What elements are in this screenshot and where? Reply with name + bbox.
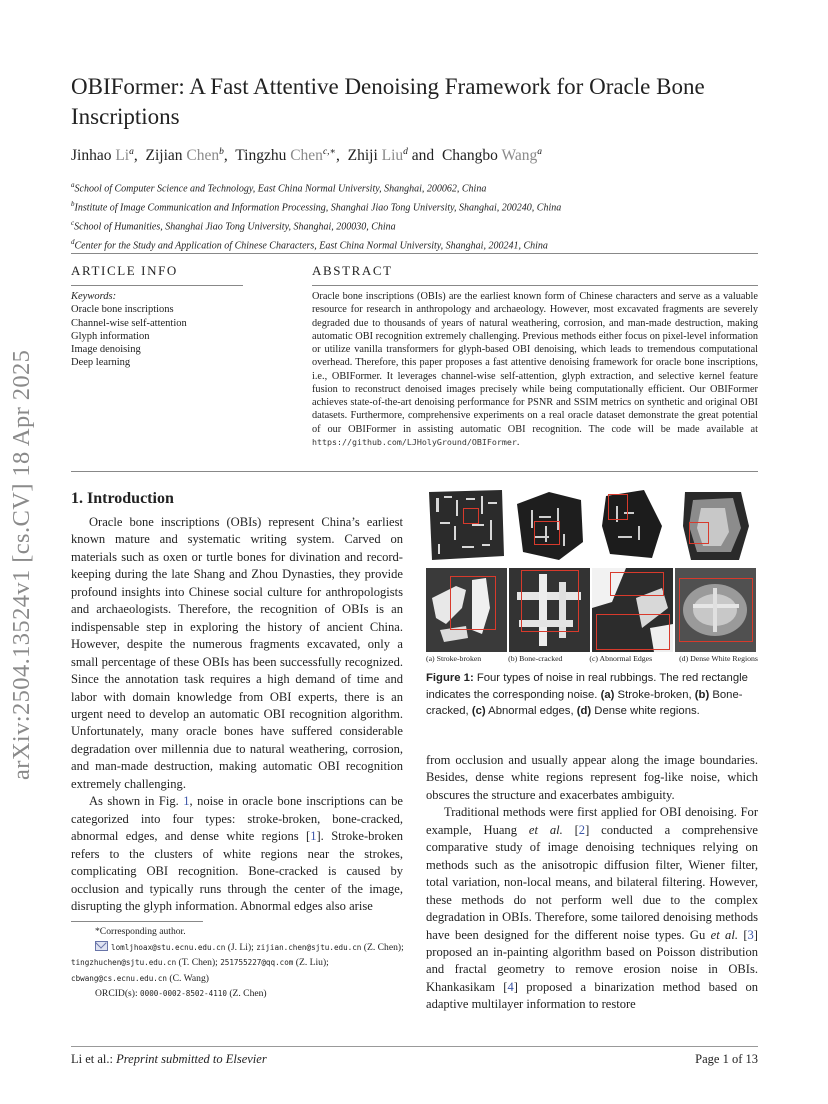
author: Zijian Chen$^b$: [145, 147, 224, 165]
crop-image: [509, 568, 590, 652]
keyword: Image denoising: [71, 344, 141, 356]
email-link[interactable]: lomljhoax@stu.ecnu.edu.cn: [111, 942, 226, 952]
citation-ref[interactable]: 2: [578, 822, 586, 837]
paragraph: Traditional methods were first applied for OBI denoising. For example, Huang et al. [2] conducted a comprehensive comparative study of image denoising techniques relying on methods such as the anisotropic diffusion filter, Wiener filter, total variation, non-local means, and bilateral filtering. However, these methods do not perform well due to the complex degradation in OBIs. Therefore, some tailored denoising methods have been designed for the different noise types. Gu et al. [3] proposed an in-painting algorithm based on Poisson distribution and fractal geometry to remove erosion noise in OBIs. Khankasikam [4] proposed a binarization method based on adaptive multilayer information to restore: [426, 805, 759, 1012]
citation-ref[interactable]: 1: [310, 829, 317, 844]
corresponding-author: *Corresponding author.: [95, 926, 186, 937]
paragraph: from occlusion and usually appear along the image boundaries. Besides, dense white regions represent fog-like noise, which obscures the structure and exacerbates ambiguity.: [426, 753, 758, 802]
orcid: ORCID(s): 0000-0002-8502-4110 (Z. Chen): [95, 988, 267, 999]
keyword: Deep learning: [71, 357, 131, 369]
rubbing-image: [592, 486, 673, 564]
emails-cont: cbwang@cs.ecnu.edu.cn (C. Wang): [71, 972, 209, 984]
emails-cont: tingzhuchen@sjtu.edu.cn (T. Chen); 251755227@qq.com (Z. Liu);: [71, 957, 329, 968]
email-link[interactable]: tingzhuchen@sjtu.edu.cn: [71, 958, 177, 967]
footnote: [71, 924, 411, 1002]
keywords-label: Keywords:: [71, 291, 117, 302]
affiliations: [71, 178, 561, 254]
sublabel: (b) Bone-cracked: [508, 654, 563, 663]
crop-image: [426, 568, 507, 652]
rubbing-image: [426, 486, 507, 564]
figure-ref[interactable]: 1: [183, 794, 190, 809]
affiliation: $^a$School of Computer Science and Technology, East China Normal University, Shanghai, 200062, China: [71, 181, 487, 195]
keyword: Glyph information: [71, 330, 150, 342]
keyword: Channel-wise self-attention: [71, 317, 187, 329]
footer-left: Li et al.: Preprint submitted to Elsevier: [71, 1052, 267, 1066]
sublabel: (a) Stroke-broken: [426, 654, 482, 663]
email-link[interactable]: 251755227@qq.com: [220, 958, 294, 967]
figure-caption: Figure 1: Four types of noise in real rubbings. The red rectangle indicates the corresponding noise. (a) Stroke-broken, (b) Bone-cracked, (c) Abnormal edges, (d) Dense white regions.: [426, 672, 748, 717]
affiliation: $^d$Center for the Study and Application of Chinese Characters, East China Normal University, Shanghai, 200241, China: [71, 238, 548, 252]
body-column-right: [426, 752, 758, 1014]
emails: lomljhoax@stu.ecnu.edu.cn (J. Li); zijian.chen@sjtu.edu.cn (Z. Chen);: [71, 940, 411, 956]
rubbing-image: [675, 486, 756, 564]
author: Jinhao Li$^a$: [71, 147, 134, 165]
section-heading: 1. Introduction: [71, 490, 174, 507]
rubbing-image: [509, 486, 590, 564]
body-column-left: [71, 514, 403, 915]
divider: [71, 471, 758, 472]
paragraph: Oracle bone inscriptions (OBIs) represent China’s earliest known mature and systematic writing system. Carved on materials such as oxen or turtle bones for divination and record-keeping during the late Shang and Zhou Dynasties, they provide profound insights into Chinese social culture for anthropologists and archaeologists. Therefore, the recognition of OBIs is an indispensable step in exploring the history of ancient China. However, despite the numerous fragments excavated, only a small percentage of these OBIs has been successfully recognized. Since the annotation task requires a high demand of time and labor with domain knowledge from OBI experts, there is an urgent need to develop an automatic OBI recognition algorithm. Unfortunately, many oracle bones have suffered considerable degradation over millennia due to natural weathering, corrosion, and man-made destruction, making automatic OBI recognition extremely challenging.: [71, 515, 403, 791]
footnote-rule: [71, 921, 203, 922]
affiliation: $^b$Institute of Image Communication and Information Processing, Shanghai Jiao Tong University, Shanghai, 200240, China: [71, 200, 562, 214]
code-link[interactable]: https://github.com/LJHolyGround/: [312, 436, 472, 447]
article-info-heading: ARTICLE INFO: [71, 263, 178, 278]
divider: [71, 253, 758, 254]
paragraph: As shown in Fig. 1, noise in oracle bone inscriptions can be categorized into four types: stroke-broken, bone-cracked, abnormal edges, and dense white regions [1]. Stroke-broken refers to the clusters of white regions near the strokes, complicating OBI recognition. Bone-cracked is caused by occlusion and typically runs through the center of the image, disrupting the glyph information. Abnormal edges also arise: [71, 794, 403, 913]
author-joiner: and: [411, 147, 435, 165]
crop-image: [675, 568, 756, 652]
divider: [71, 285, 243, 286]
figure-sublabels: [426, 654, 758, 663]
citation-ref[interactable]: 3: [747, 927, 754, 942]
arxiv-stamp: arXiv:2504.13524v1 [cs.CV] 18 Apr 2025: [8, 349, 35, 780]
author-list: Jinhao Li$^a$, Zijian Chen$^b$, Tingzhu Chen$^{c,∗}$, Zhiji Liu$^d$ and Changbo Wang$^a$: [71, 147, 543, 165]
affiliation: $^c$School of Humanities, Shanghai Jiao Tong University, Shanghai, 200030, China: [71, 219, 396, 233]
author: Tingzhu Chen$^{c,∗}$: [235, 147, 336, 165]
email-link[interactable]: zijian.chen@sjtu.edu.cn: [256, 942, 362, 952]
email-icon: [95, 941, 108, 951]
sublabel: (d) Dense White Regions: [679, 654, 758, 663]
crop-image: [592, 568, 673, 652]
abstract-text: Oracle bone inscriptions (OBIs) are the earliest known form of Chinese characters and serve as a valuable resource for research in anthropology and archaeology. However, most excavated fragments are severely degraded due to thousands of years of natural weathering, corrosion, and man-made destruction, making automatic OBI recognition extremely challenging. Previous methods either focus on pixel-level information or utilize vanilla transformers for glyph-based OBI denoising, which leads to tremendous computational overhead. Therefore, this paper proposes a fast attentive denoising framework for oracle bone inscriptions, i.e., OBIFormer. It leverages channel-wise self-attention, glyph extraction, and selective kernel feature fusion to reconstruct denoised images precisely while being computationally efficient. Our OBIFormer achieves state-of-the-art denoising performance for PSNR and SSIM metrics on synthetic and original OBI datasets. Furthermore, comprehensive experiments on a real oracle dataset demonstrate the great potential of our OBIFormer in assisting automatic OBI recognition. The code will be made available at https://github.com/LJHolyGround/OBIFormer.: [312, 291, 758, 448]
abstract-heading: ABSTRACT: [312, 263, 393, 278]
page-footer: [71, 1052, 758, 1067]
keyword: Oracle bone inscriptions: [71, 304, 174, 316]
code-link[interactable]: OBIFormer: [471, 436, 517, 447]
paper-title: OBIFormer: A Fast Attentive Denoising Framework for Oracle Bone Inscriptions: [71, 74, 705, 129]
citation-ref[interactable]: 4: [507, 979, 514, 994]
email-link[interactable]: cbwang@cs.ecnu.edu.cn: [71, 973, 168, 983]
page-number: Page 1 of 13: [695, 1052, 758, 1066]
divider: [312, 285, 758, 286]
orcid-link[interactable]: 0000-0002-8502-4110: [140, 989, 227, 998]
author: Zhiji Liu$^d$: [347, 147, 408, 165]
author: Changbo Wang$^a$: [441, 147, 543, 165]
sublabel: (c) Abnormal Edges: [589, 654, 653, 663]
figure-1: [426, 486, 758, 666]
keywords: [71, 290, 187, 370]
